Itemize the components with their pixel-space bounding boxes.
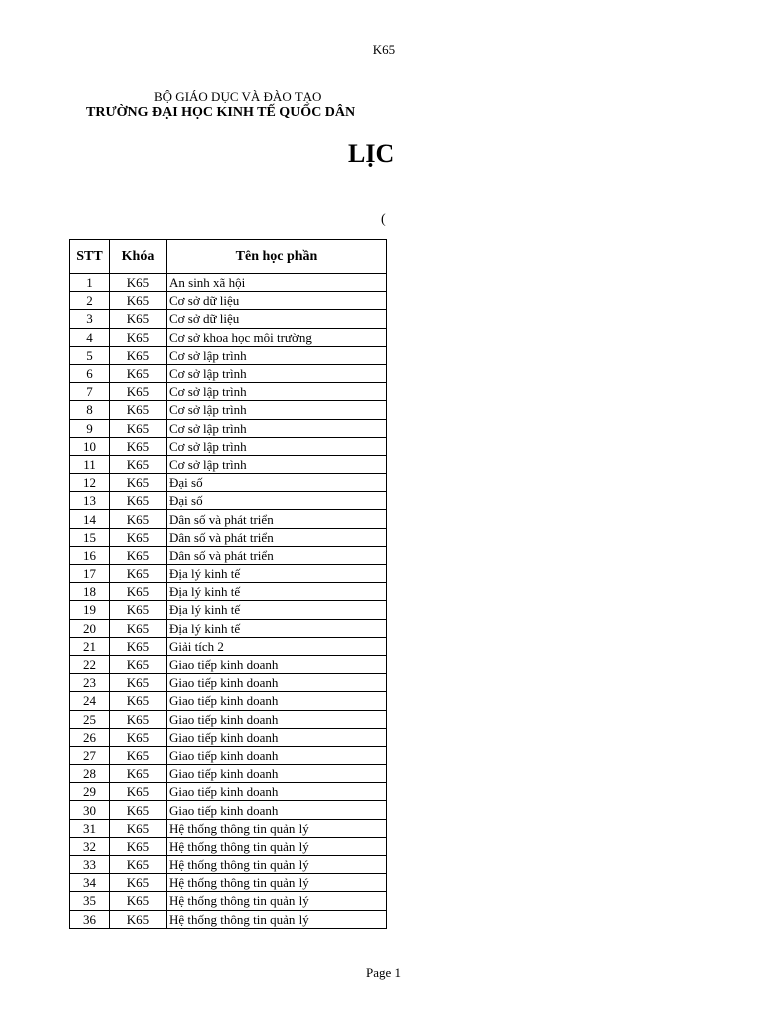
cell-course-name: Cơ sở lập trình bbox=[167, 419, 387, 437]
cell-course-name: Hệ thống thông tin quản lý bbox=[167, 837, 387, 855]
cell-course-name: Dân số và phát triển bbox=[167, 510, 387, 528]
table-row bbox=[70, 401, 387, 419]
table-row bbox=[70, 510, 387, 528]
table-row bbox=[70, 674, 387, 692]
cell-stt: 32 bbox=[70, 837, 110, 855]
cell-course-name: Hệ thống thông tin quản lý bbox=[167, 874, 387, 892]
cell-course-name: Giao tiếp kinh doanh bbox=[167, 801, 387, 819]
cell-course-name: Hệ thống thông tin quản lý bbox=[167, 819, 387, 837]
table-row bbox=[70, 783, 387, 801]
cell-khoa: K65 bbox=[110, 728, 167, 746]
cell-stt: 29 bbox=[70, 783, 110, 801]
table-row bbox=[70, 274, 387, 292]
cell-stt: 7 bbox=[70, 383, 110, 401]
cell-stt: 15 bbox=[70, 528, 110, 546]
cell-course-name: Cơ sở dữ liệu bbox=[167, 292, 387, 310]
cell-course-name: Địa lý kinh tế bbox=[167, 565, 387, 583]
cell-khoa: K65 bbox=[110, 328, 167, 346]
cell-course-name: Đại số bbox=[167, 492, 387, 510]
course-table bbox=[69, 239, 387, 929]
cell-stt: 8 bbox=[70, 401, 110, 419]
cell-stt: 13 bbox=[70, 492, 110, 510]
cell-khoa: K65 bbox=[110, 637, 167, 655]
cell-course-name: Giao tiếp kinh doanh bbox=[167, 746, 387, 764]
page-header-code: K65 bbox=[372, 42, 396, 57]
cell-stt: 2 bbox=[70, 292, 110, 310]
cell-khoa: K65 bbox=[110, 692, 167, 710]
cell-stt: 1 bbox=[70, 274, 110, 292]
cell-course-name: Cơ sở lập trình bbox=[167, 364, 387, 382]
cell-khoa: K65 bbox=[110, 565, 167, 583]
table-row bbox=[70, 710, 387, 728]
cell-khoa: K65 bbox=[110, 419, 167, 437]
cell-course-name: Địa lý kinh tế bbox=[167, 601, 387, 619]
cell-course-name: Giao tiếp kinh doanh bbox=[167, 655, 387, 673]
table-row bbox=[70, 637, 387, 655]
cell-stt: 4 bbox=[70, 328, 110, 346]
cell-stt: 14 bbox=[70, 510, 110, 528]
cell-khoa: K65 bbox=[110, 346, 167, 364]
cell-course-name: Cơ sở khoa học môi trường bbox=[167, 328, 387, 346]
table-row bbox=[70, 383, 387, 401]
table-row bbox=[70, 874, 387, 892]
table-header-row bbox=[70, 240, 387, 274]
cell-khoa: K65 bbox=[110, 819, 167, 837]
cell-course-name: Địa lý kinh tế bbox=[167, 619, 387, 637]
cell-stt: 22 bbox=[70, 655, 110, 673]
table-row bbox=[70, 910, 387, 928]
cell-khoa: K65 bbox=[110, 655, 167, 673]
cell-khoa: K65 bbox=[110, 310, 167, 328]
ministry-name: BỘ GIÁO DỤC VÀ ĐÀO TẠO bbox=[154, 89, 322, 104]
cell-stt: 3 bbox=[70, 310, 110, 328]
cell-stt: 19 bbox=[70, 601, 110, 619]
cell-khoa: K65 bbox=[110, 401, 167, 419]
cell-khoa: K65 bbox=[110, 874, 167, 892]
cell-khoa: K65 bbox=[110, 437, 167, 455]
table-row bbox=[70, 601, 387, 619]
cell-stt: 33 bbox=[70, 856, 110, 874]
table-row bbox=[70, 728, 387, 746]
cell-stt: 18 bbox=[70, 583, 110, 601]
table-row bbox=[70, 765, 387, 783]
cell-khoa: K65 bbox=[110, 528, 167, 546]
cell-khoa: K65 bbox=[110, 746, 167, 764]
cell-stt: 23 bbox=[70, 674, 110, 692]
cell-stt: 31 bbox=[70, 819, 110, 837]
cell-stt: 21 bbox=[70, 637, 110, 655]
header-khoa: Khóa bbox=[110, 240, 167, 274]
table-row bbox=[70, 492, 387, 510]
header-course-name: Tên học phần bbox=[167, 240, 387, 274]
cell-course-name: Cơ sở lập trình bbox=[167, 383, 387, 401]
cell-stt: 12 bbox=[70, 474, 110, 492]
header-stt: STT bbox=[70, 240, 110, 274]
table-row bbox=[70, 419, 387, 437]
cell-khoa: K65 bbox=[110, 674, 167, 692]
table-row bbox=[70, 801, 387, 819]
cell-stt: 27 bbox=[70, 746, 110, 764]
cell-course-name: Cơ sở dữ liệu bbox=[167, 310, 387, 328]
table-row bbox=[70, 837, 387, 855]
cell-khoa: K65 bbox=[110, 383, 167, 401]
cell-stt: 10 bbox=[70, 437, 110, 455]
cell-khoa: K65 bbox=[110, 892, 167, 910]
cell-stt: 35 bbox=[70, 892, 110, 910]
document-subtitle: ( bbox=[381, 212, 386, 227]
cell-course-name: Đại số bbox=[167, 474, 387, 492]
cell-khoa: K65 bbox=[110, 856, 167, 874]
cell-course-name: Cơ sở lập trình bbox=[167, 401, 387, 419]
cell-khoa: K65 bbox=[110, 274, 167, 292]
cell-course-name: Giao tiếp kinh doanh bbox=[167, 710, 387, 728]
cell-khoa: K65 bbox=[110, 583, 167, 601]
cell-khoa: K65 bbox=[110, 765, 167, 783]
table-body bbox=[70, 274, 387, 929]
table-row bbox=[70, 565, 387, 583]
cell-stt: 30 bbox=[70, 801, 110, 819]
cell-stt: 5 bbox=[70, 346, 110, 364]
cell-khoa: K65 bbox=[110, 837, 167, 855]
cell-khoa: K65 bbox=[110, 292, 167, 310]
table-row bbox=[70, 692, 387, 710]
table-row bbox=[70, 892, 387, 910]
cell-course-name: Giao tiếp kinh doanh bbox=[167, 765, 387, 783]
cell-course-name: Địa lý kinh tế bbox=[167, 583, 387, 601]
cell-khoa: K65 bbox=[110, 455, 167, 473]
cell-khoa: K65 bbox=[110, 474, 167, 492]
cell-stt: 11 bbox=[70, 455, 110, 473]
table-row bbox=[70, 437, 387, 455]
cell-course-name: Hệ thống thông tin quản lý bbox=[167, 892, 387, 910]
cell-khoa: K65 bbox=[110, 601, 167, 619]
cell-khoa: K65 bbox=[110, 801, 167, 819]
cell-khoa: K65 bbox=[110, 492, 167, 510]
document-title: LỊC bbox=[348, 139, 395, 168]
cell-course-name: Giao tiếp kinh doanh bbox=[167, 728, 387, 746]
cell-course-name: Giao tiếp kinh doanh bbox=[167, 692, 387, 710]
table-row bbox=[70, 364, 387, 382]
table-row bbox=[70, 310, 387, 328]
cell-stt: 25 bbox=[70, 710, 110, 728]
page-number: Page 1 bbox=[366, 965, 402, 980]
cell-course-name: Dân số và phát triển bbox=[167, 546, 387, 564]
cell-stt: 26 bbox=[70, 728, 110, 746]
cell-course-name: Giải tích 2 bbox=[167, 637, 387, 655]
cell-khoa: K65 bbox=[110, 619, 167, 637]
table-row bbox=[70, 619, 387, 637]
table-row bbox=[70, 455, 387, 473]
table-row bbox=[70, 746, 387, 764]
cell-course-name: Cơ sở lập trình bbox=[167, 455, 387, 473]
cell-course-name: Cơ sở lập trình bbox=[167, 437, 387, 455]
cell-course-name: Dân số và phát triển bbox=[167, 528, 387, 546]
table-row bbox=[70, 528, 387, 546]
cell-course-name: An sinh xã hội bbox=[167, 274, 387, 292]
cell-khoa: K65 bbox=[110, 910, 167, 928]
cell-course-name: Cơ sở lập trình bbox=[167, 346, 387, 364]
cell-khoa: K65 bbox=[110, 783, 167, 801]
cell-course-name: Hệ thống thông tin quản lý bbox=[167, 910, 387, 928]
table-row bbox=[70, 655, 387, 673]
table-row bbox=[70, 819, 387, 837]
cell-stt: 20 bbox=[70, 619, 110, 637]
cell-khoa: K65 bbox=[110, 364, 167, 382]
table-row bbox=[70, 328, 387, 346]
university-name: TRƯỜNG ĐẠI HỌC KINH TẾ QUỐC DÂN bbox=[86, 105, 356, 120]
cell-course-name: Giao tiếp kinh doanh bbox=[167, 674, 387, 692]
cell-stt: 17 bbox=[70, 565, 110, 583]
cell-khoa: K65 bbox=[110, 546, 167, 564]
cell-course-name: Hệ thống thông tin quản lý bbox=[167, 856, 387, 874]
cell-khoa: K65 bbox=[110, 710, 167, 728]
table-row bbox=[70, 583, 387, 601]
cell-stt: 9 bbox=[70, 419, 110, 437]
cell-stt: 16 bbox=[70, 546, 110, 564]
cell-course-name: Giao tiếp kinh doanh bbox=[167, 783, 387, 801]
cell-stt: 36 bbox=[70, 910, 110, 928]
table-row bbox=[70, 474, 387, 492]
cell-khoa: K65 bbox=[110, 510, 167, 528]
table-row bbox=[70, 856, 387, 874]
cell-stt: 24 bbox=[70, 692, 110, 710]
cell-stt: 28 bbox=[70, 765, 110, 783]
cell-stt: 6 bbox=[70, 364, 110, 382]
table-row bbox=[70, 292, 387, 310]
cell-stt: 34 bbox=[70, 874, 110, 892]
table-row bbox=[70, 546, 387, 564]
table-row bbox=[70, 346, 387, 364]
